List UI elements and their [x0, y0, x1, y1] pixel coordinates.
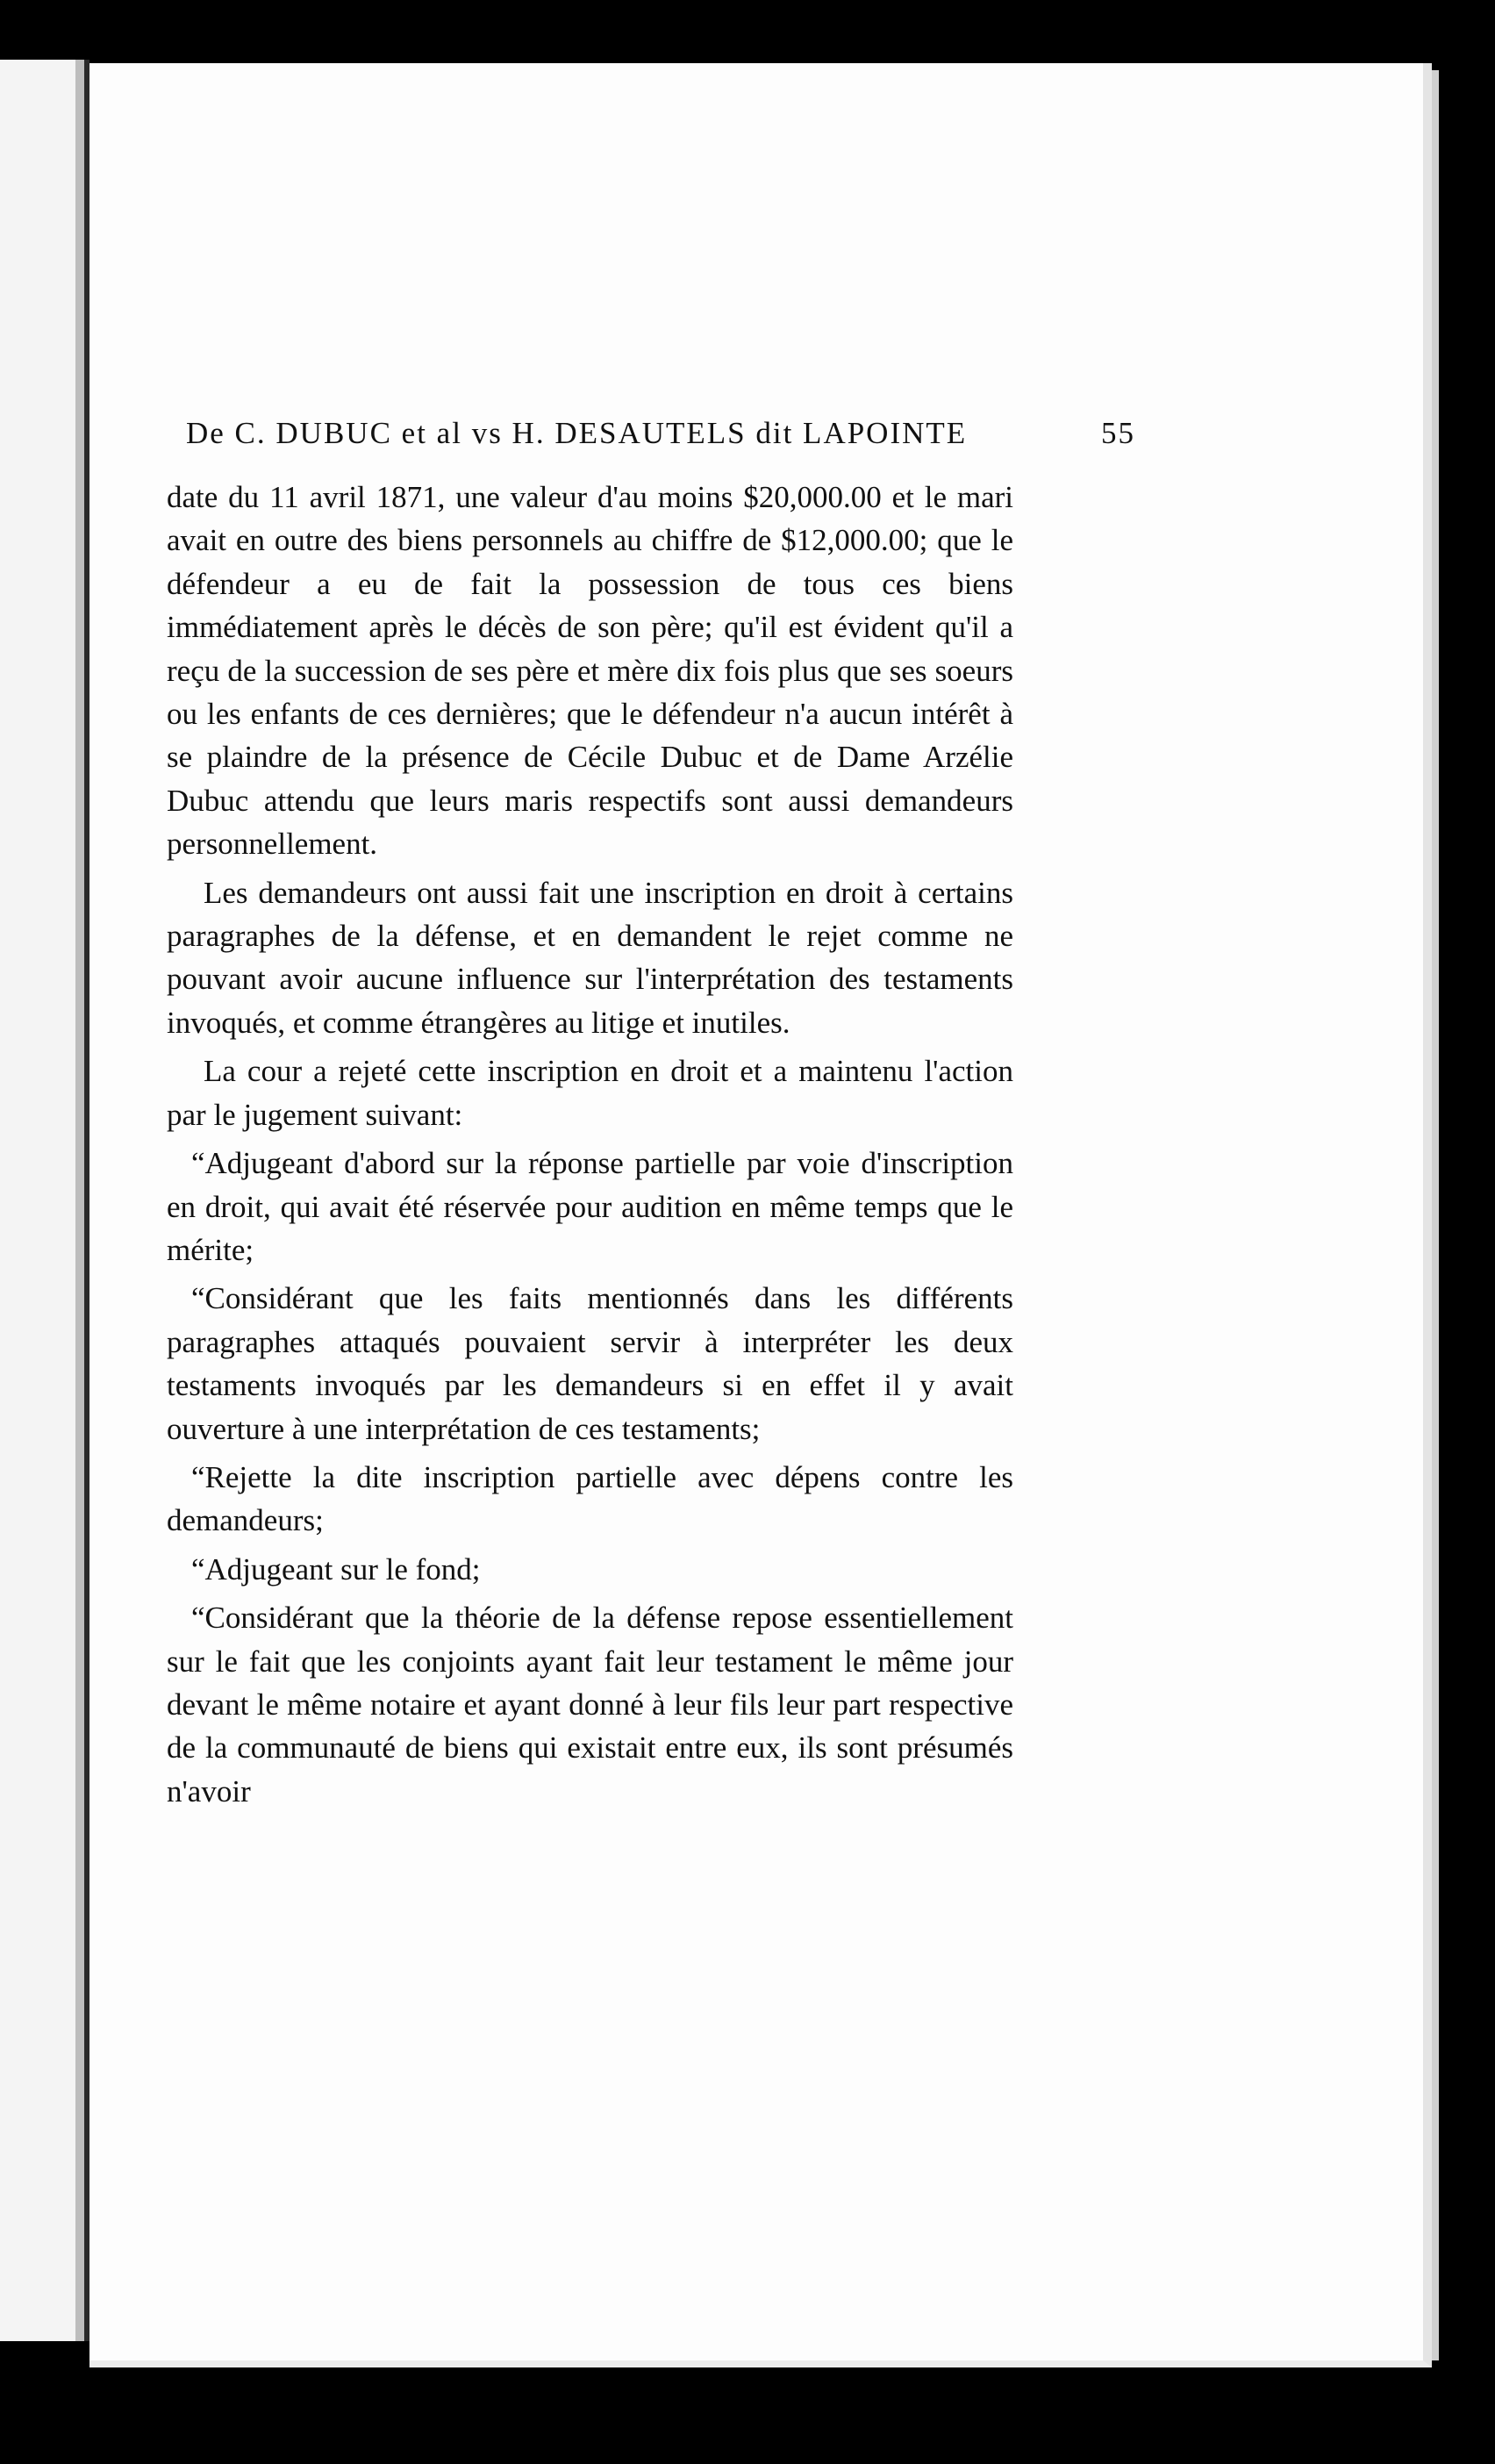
paragraph-court-ruling: La cour a rejeté cette inscription en droit et a maintenu l'action par le jugement suivant:: [167, 1054, 1013, 1132]
page-gutter-shadow: [75, 60, 84, 2341]
paragraph-judgment-3: “Rejette la dite inscription partielle avec dépens contre les demandeurs;: [167, 1459, 1013, 1538]
paragraph-judgment-1: “Adjugeant d'abord sur la réponse partielle par voie d'inscription en droit, qui avait été réservée pour audition en même temps que le mérite;: [167, 1146, 1013, 1267]
book-page: [89, 63, 1432, 2367]
paragraph-judgment-5: “Considérant que la théorie de la défense repose essentiellement sur le fait que les conjoints ayant fait leur testament le même jour devant le même notaire et ayant donné à leur fils leur part respective de la communauté de biens qui existait entre eux, ils sont présumés n'avoir: [167, 1601, 1013, 1809]
paragraph-inscription: Les demandeurs ont aussi fait une inscription en droit à certains paragraphes de la défense, et en demandent le rejet comme ne pouvant avoir aucune influence sur l'interprétation des testaments invoqués, et comme étrangères au litige et inutiles.: [167, 875, 1013, 1040]
paragraph-continued: date du 11 avril 1871, une valeur d'au moins $20,000.00 et le mari avait en outre des biens personnels au chiffre de $12,000.00; que le défendeur a eu de fait la possession de tous ces biens immédiatement après le décès de son père; qu'il est évident qu'il a reçu de la succession de ses père et mère dix fois plus que ses soeurs ou les enfants de ces dernières; que le défendeur n'a aucun intérêt à se plaindre de la présence de Cécile Dubuc et de Dame Arzélie Dubuc attendu que leurs maris respectifs sont aussi demandeurs personnellement.: [167, 480, 1013, 862]
page-number: 55: [1101, 416, 1135, 450]
body-text: [167, 476, 1013, 1818]
paragraph-judgment-2: “Considérant que les faits mentionnés dans les différents paragraphes attaqués pouvaient servir à interpréter les deux testaments invoqués par les demandeurs si en effet il y avait ouverture à une interprétation de ces testaments;: [167, 1281, 1013, 1446]
running-head: De C. DUBUC et al vs H. DESAUTELS dit LAPOINTE: [186, 416, 968, 450]
paragraph-judgment-4: “Adjugeant sur le fond;: [191, 1551, 481, 1587]
